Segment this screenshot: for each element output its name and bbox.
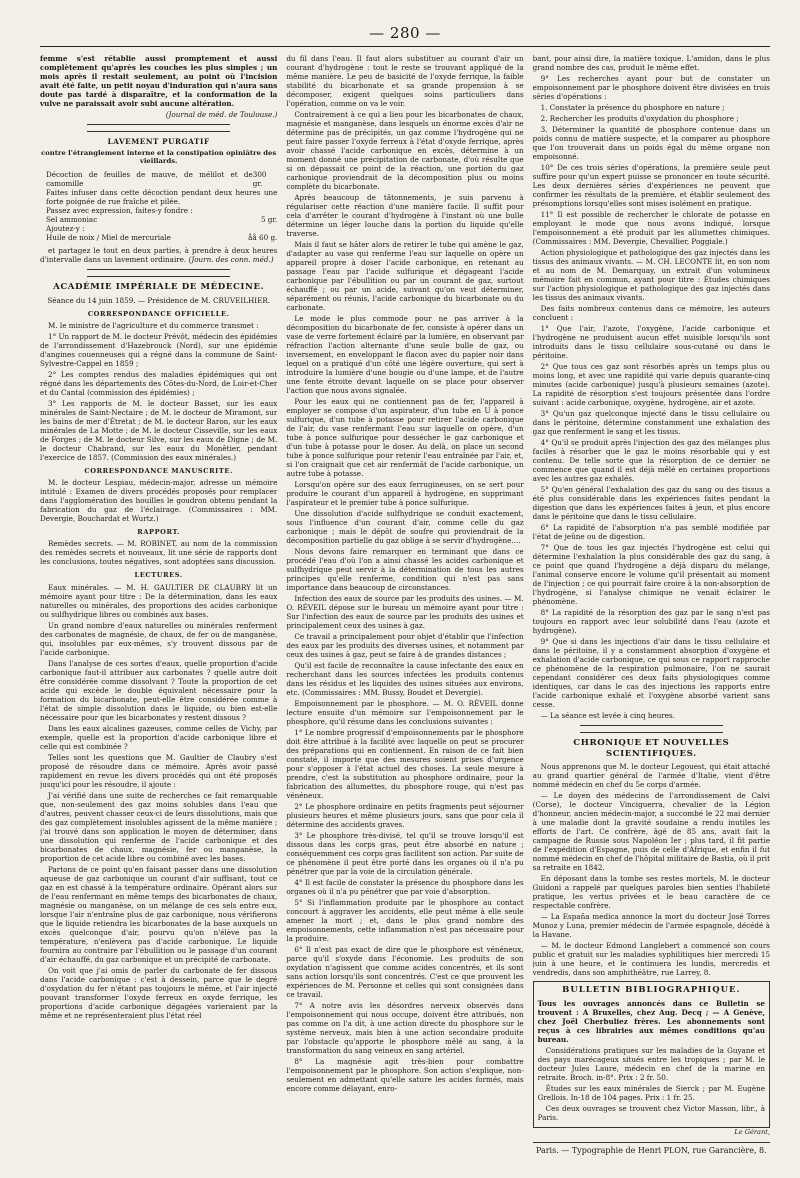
- paragraph: — M. le docteur Edmond Langlebert a commencé son cours public et gratuit sur les maladies syphilitiques hier mercredi 15 juin à une heure, et le continuera les lundis, mercredis et vendredis, dans son amphithéâtre, rue Larrey, 8.: [532, 941, 770, 978]
- paragraph: 2° Les comptes rendus des maladies épidémiques qui ont régné dans les départements des Côtes-du-Nord, de Loir-et-Cher et du Cantal (commission des épidémies) ;: [40, 369, 278, 397]
- paragraph: Ce travail a principalement pour objet d'établir que l'infection des eaux par les produits des diverses usines, et notamment par ceux des usines à gaz, peut se faire à de grandes distances ;: [286, 632, 524, 659]
- recipe-line: Ajoutez-y :: [46, 223, 85, 233]
- paragraph: 2° Le phosphore ordinaire en petits fragments peut séjourner plusieurs heures et même plusieurs jours, sans que pour cela il détermine des accidents graves.: [286, 802, 524, 829]
- paragraph: Un grand nombre d'eaux naturelles ou minérales renferment des carbonates de magnésie, de chaux, de fer ou de manganèse, qui, insolubles par eux-mêmes, s'y trouvent dissous par de l'acide carbonique.: [40, 620, 278, 657]
- paragraph: Nous devons faire remarquer en terminant que dans ce procédé l'eau d'où l'on a ainsi chassé les acides carbonique et sulfhydrique peut servir à la détermination de tous les autres principes qu'elle renferme, condition qui n'est pas sans importance dans beaucoup de circonstances.: [286, 547, 524, 592]
- recipe-line: Décoction de feuilles de mauve, de mélilot et de camomille 300 gr.: [46, 169, 267, 188]
- column-2: [286, 54, 523, 1168]
- recipe-line: Huile de noix / Miel de mercuriale åå 60 g.: [46, 232, 278, 242]
- paragraph: Dans les eaux alcalines gazeuses, comme celles de Vichy, par exemple, quelle est la proportion d'acide carbonique libre et celle qui est combinée ?: [40, 723, 278, 751]
- bulletin-title: BULLETIN BIBLIOGRAPHIQUE.: [562, 985, 741, 996]
- recipe-end: et partagez le tout en deux parties, à prendre à deux heures d'intervalle dans un lavement ordinaire. (Journ. des conn. méd.): [40, 245, 278, 264]
- paragraph: 7° A notre avis les désordres nerveux observés dans l'empoisonnement qui nous occupe, doivent être attribués, non pas comme on l'a dit, à une action directe du phosphore sur le système nerveux, mais bien à une action secondaire produite par l'obstacle qu'apporte le phosphore mêlé au sang, à la transformation du sang veineux en sang artériel.: [286, 1001, 524, 1055]
- paragraph: 1° Un rapport de M. le docteur Prévôt, médecin des épidémies de l'arrondissement d'Hazebrouck (Nord), sur une épidémie d'angines couenneuses qui a régné dans la commune de Saint-Sylvestre-Cappel en 1859 ;: [40, 331, 278, 368]
- column-3: [533, 54, 770, 1168]
- intro-source: (Journal de méd. de Toulouse.): [165, 110, 278, 119]
- ornament-divider: [87, 124, 229, 132]
- section-heading: LECTURES.: [134, 571, 183, 580]
- paragraph: Telles sont les questions que M. Gaultier de Claubry s'est proposé de résoudre dans ce mémoire. Après avoir passé rapidement en revue les divers procédés qui ont été proposés jusqu'ici pour les résoudre, il ajoute :: [40, 752, 278, 789]
- recipe-line: Passez avec expression, faites-y fondre :: [46, 205, 193, 215]
- paragraph: Contrairement à ce qui a lieu pour les bicarbonates de chaux, magnésie et manganèse, dans lesquels un énorme excès d'air ne détermine pas de précipités, un gaz comme l'hydrogène qui ne peut faire passer l'oxyde ferreux à l'état d'oxyde ferrique, après avoir chassé l'acide carbonique en excès, détermine à un moment donné une précipitation de carbonate, d'où résulte que si on dépassait ce point de la réaction, une portion du gaz carbonique proviendrait de la décomposition plus ou moins complète du bicarbonate.: [286, 110, 524, 191]
- paragraph: En déposant dans la tombe ses restes mortels, M. le docteur Guidoni a rappelé par quelques paroles bien senties l'habileté pratique, les vertus privées et le beau caractère de ce respectable confrère.: [532, 874, 770, 911]
- section-heading: CORRESPONDANCE MANUSCRITE.: [84, 466, 233, 475]
- ornament-divider: [87, 269, 229, 277]
- text-columns: [40, 54, 770, 1168]
- intro-paragraph: femme s'est rétablie aussi promptement et aussi complètement qu'après les couches les plus simples ; un mois après il restait seulement, au point où l'incision avait été faite, un petit noyau d'induration qui n'aura sans doute pas tardé à disparaître, et la conformation de la vulve ne paraissait avoir subi aucune altération.: [40, 54, 278, 108]
- paragraph: Après beaucoup de tâtonnements, je suis parvenu à régulariser cette réaction d'une manière facile. Il suffit pour cela d'arrêter le courant d'hydrogène à l'instant où une bulle détermine un léger louche dans la portion du liquide qu'elle traverse.: [286, 193, 524, 238]
- paragraph: 3° Les rapports de M. le docteur Basset, sur les eaux minérales de Saint-Nectaire ; de M. le docteur de Miramont, sur les bains de mer d'Étretat ; de M. le docteur Baron, sur les eaux minérales de La Motte ; de M. le docteur Cisseville, sur les eaux de Forges ; de M. le docteur Silve, sur les eaux de Digne ; de M. le docteur Chabrand, sur les eaux du Monêtier, pendant l'exercice de 1857. (Commission des eaux minérales.): [40, 398, 278, 462]
- section-heading: RAPPORT.: [137, 528, 181, 537]
- paragraph: 10° De ces trois séries d'opérations, la première seule peut suffire pour qu'un expert puisse se prononcer en toute sécurité. Les deux dernières séries d'expériences ne peuvent que confirmer les résultats de la première, et établir seulement des présomptions lorsqu'elles sont mises isolément en pratique.: [532, 163, 770, 208]
- paragraph: M. le ministre de l'agriculture et du commerce transmet :: [48, 320, 259, 330]
- paragraph: Infection des eaux de source par les produits des usines. — M. O. RÉVEIL dépose sur le bureau un mémoire ayant pour titre : Sur l'infection des eaux de source par les produits des usines et principalement ceux des usines à gaz.: [286, 594, 524, 630]
- paragraph: Nous apprenons que M. le docteur Legouest, qui était attaché au grand quartier général de l'armée d'Italie, vient d'être nommé médecin en chef du 5e corps d'armée.: [532, 762, 770, 790]
- paragraph: 6° Il n'est pas exact de dire que le phosphore est vénéneux, parce qu'il s'oxyde dans l'économie. Les produits de son oxydation n'agissent que comme acides concentrés, et ils sont sans action lorsqu'ils sont concentrés. C'est ce que prouvent les expériences de M. Personne et celles qui sont consignées dans ce travail.: [286, 945, 524, 999]
- paragraph: 4° Il est facile de constater la présence du phosphore dans les organes où il n'a pu pénétrer que par voie d'absorption.: [286, 878, 524, 896]
- paragraph: 7° Que de tous les gaz injectés l'hydrogène est celui qui détermine l'exhalation la plus considérable des gaz du sang, à ce point que quand l'hydrogène a déjà disparu du mélange, l'animal conserve encore le volume qu'il présentait au moment de l'injection ; ce qui pourrait faire croire à la non-absorption de l'hydrogène, si l'analyse chimique ne venait éclairer le phénomène.: [532, 543, 770, 606]
- paragraph: 8° La magnésie agit très-bien pour combattre l'empoisonnement par le phosphore. Son action s'explique, non-seulement en admettant qu'elle sature les acides formés, mais encore comme délayant, enro-: [286, 1057, 524, 1093]
- paragraph: On voit que j'ai omis de parler du carbonate de fer dissous dans l'acide carbonique : c'est à dessein, parce que le degré d'oxydation du fer n'étant pas toujours le même, et l'air injecté pouvant transformer l'oxyde ferreux en oxyde ferrique, les proportions d'acide carbonique dégagées varieraient par la même et ne représenteraient plus l'état réel: [40, 965, 278, 1020]
- paragraph: Empoisonnement par le phosphore. — M. O. RÉVEIL donne lecture ensuite d'un mémoire sur l'empoisonnement par le phosphore, qu'il résume dans les conclusions suivantes :: [286, 699, 524, 726]
- lavement-subtitle: contre l'étranglement interne et la constipation opiniâtre des vieillards.: [41, 149, 277, 166]
- paragraph: Tous les ouvrages annoncés dans ce Bulletin se trouvent : A Bruxelles, chez Aug. Decq ; — A Genève, chez Joël Cherbuliez frères. Les abonnements sont reçus à ces librairies aux mêmes conditions qu'au bureau.: [537, 999, 765, 1045]
- paragraph: M. le docteur Lespiau, médecin-major, adresse un mémoire intitulé : Examen de divers procédés proposés pour remplacer dans l'agglomération des houilles le goudron obtenu pendant la fabrication du gaz de l'éclairage. (Commissaires : MM. Devergie, Bouchardat et Wurtz.): [40, 478, 278, 524]
- paragraph: — Le doyen des médecins de l'arrondissement de Calvi (Corse), le docteur Vinciguerra, chevalier de la Légion d'honneur, ancien médecin-major, a succombé le 22 mai dernier à une maladie dont la gravité soudaine a rendu inutiles les efforts de l'art. Ce confrère, âgé de 85 ans, avait fait la campagne de Russie sous Napoléon Ier ; plus tard, il fit partie de l'expédition d'Espagne, puis de celle d'Afrique, et enfin il fut nommé médecin en chef de l'hôpital militaire de Bastia, où il prit sa retraite en 1842.: [532, 791, 770, 873]
- paragraph: 3. Déterminer la quantité de phosphore contenue dans un poids connu de matière suspecte, et la comparer au phosphore que l'on trouverait dans un poids égal du même organe non empoisonné.: [532, 125, 770, 161]
- paragraph: Mais il faut se hâter alors de retirer le tube qui amène le gaz, d'adapter au vase qui renferme l'eau sur laquelle on opère un appareil propre à doser l'acide carbonique, en retenant au passage l'eau par l'acide sulfurique et dégageant l'acide carbonique par l'ébullition ou par un courant de gaz, surtout échauffé ; ou par un acide, suivant qu'on veut déterminer, séparément ou réunis, l'acide carbonique du bicarbonate ou du carbonate.: [286, 240, 524, 312]
- recipe: [46, 170, 277, 242]
- section-heading: CORRESPONDANCE OFFICIELLE.: [87, 309, 230, 318]
- paragraph: 3° Qu'un gaz quelconque injecté dans le tissu cellulaire ou dans le péritoine, détermine constamment une exhalation des gaz que renferment le sang et les tissus.: [532, 409, 770, 436]
- page-number: — 280 —: [369, 24, 441, 42]
- recipe-line: Faites infuser dans cette décoction pendant deux heures une forte poignée de rue fraîche et pilée.: [46, 187, 278, 206]
- paragraph: 1° Le nombre progressif d'empoisonnements par le phosphore doit être attribué à la facilité avec laquelle on peut se procurer des préparations qui en contiennent. En raison de ce fait bien constaté, il importe que des mesures soient prises d'urgence pour s'opposer à l'état actuel des choses. La seule mesure à prendre, c'est la substitution au phosphore ordinaire, pour la fabrication des allumettes, du phosphore rouge, qui n'est pas vénéneux.: [286, 728, 524, 800]
- bulletin-bibliographique: [533, 981, 770, 1128]
- paragraph: 3° Le phosphore très-divisé, tel qu'il se trouve lorsqu'il est dissous dans les corps gras, peut être absorbé en nature ; conséquemment ces corps gras facilitent son action. Par suite de ce phénomène il peut être porté dans les organes où il n'a pu pénétrer que par la voie de la circulation générale.: [286, 831, 524, 876]
- seance-line: Séance du 14 juin 1859. — Présidence de M. CRUVEILHIER.: [47, 295, 271, 305]
- paragraph: — La séance est levée à cinq heures.: [540, 711, 675, 720]
- paragraph: 2° Que tous ces gaz sont résorbés après un temps plus ou moins long, et avec une rapidité qui varie depuis quarante-cinq minutes (acide carbonique) jusqu'à plusieurs semaines (azote). La rapidité de résorption s'est toujours présentée dans l'ordre suivant : acide carbonique, oxygène, hydrogène, air et azote.: [532, 362, 770, 407]
- paragraph: — La España medica annonce la mort du docteur José Torres Munoz y Luna, premier médecin de l'armée espagnole, décédé à la Havane.: [532, 912, 770, 940]
- paragraph: 9° Les recherches ayant pour but de constater un empoisonnement par le phosphore doivent être divisées en trois séries d'opérations :: [532, 74, 770, 101]
- lavement-title: LAVEMENT PURGATIF: [107, 137, 210, 146]
- paragraph: Ces deux ouvrages se trouvent chez Victor Masson, libr., à Paris.: [537, 1104, 765, 1123]
- paragraph: 9° Que si dans les injections d'air dans le tissu cellulaire et dans le péritoine, il y a constamment absorption d'oxygène et exhalation d'acide carbonique, ce qui sous ce rapport rapproche ce phénomène de la respiration pulmonaire, l'on ne saurait cependant considérer ces deux faits physiologiques comme identiques, car dans le cas des injections les rapports entre l'acide carbonique exhalé et l'oxygène absorbé varient sans cesse.: [532, 637, 770, 709]
- recipe-line: Sel ammoniac 5 gr.: [46, 214, 278, 224]
- ornament-divider: [580, 725, 722, 733]
- paragraph: 5° Qu'en général l'exhalation des gaz du sang ou des tissus a été plus considérable dans les expériences faites pendant la digestion que dans les expériences faites à jeun, et plus encore dans le péritoine que dans le tissu cellulaire.: [532, 485, 770, 521]
- paragraph: bant, pour ainsi dire, la matière toxique. L'amidon, dans le plus grand nombre des cas, produit le même effet.: [532, 54, 770, 72]
- gerant-signature: Le Gérant,: [734, 1128, 770, 1137]
- paragraph: Qu'il est facile de reconnaître la cause infectante des eaux en recherchant dans les sources infectées les produits contenus dans les résidus et les liquides des usines situées aux environs, etc. (Commissaires : MM. Bussy, Boudet et Devergie).: [286, 661, 524, 697]
- paragraph: du fil dans l'eau. Il faut alors substituer au courant d'air un courant d'hydrogène : tout le reste se trouvant appliqué de la même manière. Le peu de basicité de l'oxyde ferrique, la faible stabilité du bicarbonate et sa grande propension à se décomposer, exigent quelques soins particuliers dans l'opération, comme on va le voir.: [286, 54, 524, 108]
- academie-title: ACADÉMIE IMPÉRIALE DE MÉDECINE.: [53, 281, 265, 292]
- paragraph: 1° Que l'air, l'azote, l'oxygène, l'acide carbonique et l'hydrogène ne produisent aucun effet nuisible lorsqu'ils sont introduits dans le tissu cellulaire sous-cutané ou dans le péritoine.: [532, 324, 770, 360]
- paragraph: Remèdes secrets. — M. ROBINET, au nom de la commission des remèdes secrets et nouveaux, lit une série de rapports dont les conclusions, toutes négatives, sont adoptées sans discussion.: [40, 539, 278, 567]
- column-1: [40, 54, 277, 1168]
- paragraph: Dans l'analyse de ces sortes d'eaux, quelle proportion d'acide carbonique faut-il attribuer aux carbonates ? quelle autre doit être considérée comme dissolvant ? Toute la proportion de cet acide qui excède le double équivalent nécessaire pour la formation du bicarbonate, peut-elle être considérée comme à l'état de simple dissolution dans le liquide, ou bien est-elle nécessaire pour que les bicarbonates y restent dissous ?: [40, 658, 278, 722]
- paragraph: 11° Il est possible de rechercher le chlorate de potasse en employant le mode que nous avons indiqué, lorsque l'empoisonnement a été produit par les allumettes chimiques. (Commissaires : MM. Devergie, Chevallier, Poggiale.): [532, 210, 770, 246]
- paragraph: 1. Constater la présence du phosphore en nature ;: [540, 103, 725, 112]
- paragraph: 4° Qu'il se produit après l'injection des gaz des mélanges plus faciles à résorber que le gaz le moins résorbable qui y est contenu. De telle sorte que la résorption de ce dernier ne commence que quand il est déjà mêlé en certaines proportions avec les autres gaz exhalés.: [532, 438, 770, 483]
- page-header: [40, 24, 770, 47]
- paragraph: 6° La rapidité de l'absorption n'a pas semblé modifiée par l'état de jeûne ou de digestion.: [532, 523, 770, 541]
- paragraph: Considérations pratiques sur les maladies de la Guyane et des pays marécageux situés entre les tropiques ; par M. le docteur Jules Laure, médecin en chef de la marine en retraite. Broch. in-8°. Prix : 2 fr. 50.: [537, 1046, 765, 1083]
- paragraph: Études sur les eaux minérales de Sierck ; par M. Eugène Grellois. In-18 de 104 pages. Prix : 1 fr. 25.: [537, 1084, 765, 1103]
- paragraph: Le mode le plus commode pour ne pas arriver à la décomposition du bicarbonate de fer, consiste à opérer dans un vase de verre fortement éclairé par la lumière, en observant par réfraction l'action alternante d'une seule bulle de gaz, ou inversement, en enveloppant le flacon avec du papier noir dans lequel on a pratiqué d'un côté une légère ouverture, qui sert à introduire la lumière d'une bougie ou d'une lampe, et de l'autre une fente étroite devant laquelle on se place pour observer l'action que nous avons signalée.: [286, 314, 524, 395]
- printer-footer: Paris. — Typographie de Henri PLON, rue Garancière, 8.: [533, 1142, 770, 1156]
- paragraph: Lorsqu'on opère sur des eaux ferrugineuses, on se sert pour produire le courant d'un appareil à hydrogène, en supprimant l'aspirateur et le premier tube à ponce sulfurique.: [286, 480, 524, 507]
- paragraph: 5° Si l'inflammation produite par le phosphore au contact concourt à aggraver les accidents, elle peut même à elle seule amener la mort ; et, dans le plus grand nombre des empoisonnements, cette inflammation n'est pas nécessaire pour la produire.: [286, 898, 524, 943]
- paragraph: J'ai vérifié dans une suite de recherches ce fait remarquable que, non-seulement des gaz moins solubles dans l'eau que d'autres, peuvent chasser ceux-ci de leurs dissolutions, mais que des gaz complètement insolubles agissent de la même manière ; j'ai trouvé dans son application le moyen de déterminer, dans une dissolution qui renferme de l'acide carbonique et des bicarbonates de chaux, magnésie, fer ou manganèse, la proportion de cet acide libre ou combiné avec les bases.: [40, 790, 278, 863]
- paragraph: Eaux minérales. — M. H. GAULTIER DE CLAUBRY lit un mémoire ayant pour titre : De la détermination, dans les eaux naturelles ou minérales, des proportions des acides carbonique ou sulfhydrique libres ou combinés aux bases.: [40, 582, 278, 619]
- paragraph: Une dissolution d'acide sulfhydrique se conduit exactement, sous l'influence d'un courant d'air, comme celle du gaz carbonique ; mais le dépôt de soufre qui proviendrait de la décomposition partielle du gaz oblige à se servir d'hydrogène....: [286, 509, 524, 545]
- paragraph: Pour les eaux qui ne contiennent pas de fer, l'appareil à employer se compose d'un aspirateur, d'un tube en U à ponce sulfurique, d'un tube à potasse pour retirer l'acide carbonique de l'air, du vase renfermant l'eau sur laquelle on opère, d'un tube à ponce sulfurique pour dessécher le gaz carbonique et d'un tube à potasse pour le doser. Au delà, on place un second tube à ponce sulfurique pour retenir l'eau entraînée par l'air, et, si l'on craignait que cet air renfermât de l'acide carbonique, un autre tube à potasse.: [286, 397, 524, 478]
- chronique-title: CHRONIQUE ET NOUVELLES SCIENTIFIQUES.: [573, 738, 730, 759]
- paragraph: 2. Rechercher les produits d'oxydation du phosphore ;: [540, 114, 739, 123]
- paragraph: Des faits nombreux contenus dans ce mémoire, les auteurs concluent :: [532, 304, 770, 322]
- paragraph: Partons de ce point qu'en faisant passer dans une dissolution aqueuse de gaz carbonique un courant d'air suffisant, tout ce gaz en est chassé à la température ordinaire. Opérant alors sur de l'eau renfermant en même temps des bicarbonates de chaux, magnésie ou manganèse, on un mélange de ces sels entre eux, lorsque l'air n'entraîne plus de gaz carbonique, nous vérifierons que le liquide retiendra les bicarbonates de la base auxquels un excès quelconque d'air, pourvu qu'on n'élève pas la température, n'enlèvera pas d'acide carbonique. Le liquide fournira au contraire par l'ébullition ou le passage d'un courant d'air échauffé, du gaz carbonique et un précipité de carbonate.: [40, 864, 278, 964]
- paragraph: Action physiologique et pathologique des gaz injectés dans les tissus des animaux vivants. — M. CH. LECONTE lit, en son nom et au nom de M. Demarquay, un extrait d'un volumineux mémoire fait en commun, ayant pour titre : Études chimiques sur l'action physiologique et pathologique des gaz injectés dans les tissus des animaux vivants.: [532, 248, 770, 302]
- paragraph: 8° La rapidité de la résorption des gaz par le sang n'est pas toujours en rapport avec leur solubilité dans l'eau (azote et hydrogène).: [532, 608, 770, 635]
